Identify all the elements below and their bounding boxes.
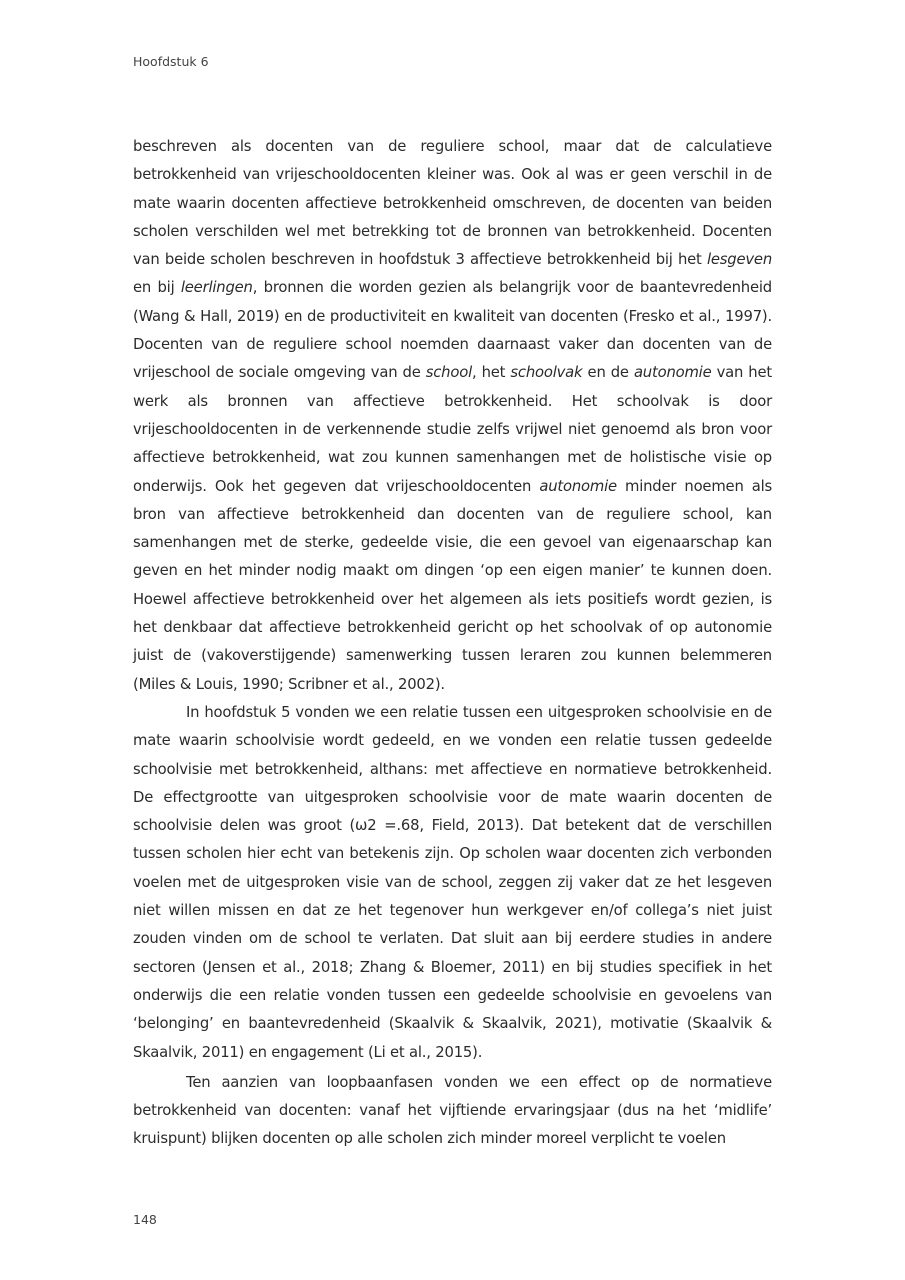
text-run: en de <box>582 364 634 382</box>
italic-term: leerlingen <box>180 279 253 297</box>
page-number: 148 <box>133 1212 157 1227</box>
paragraph-3 <box>133 1069 772 1154</box>
text-run: minder noemen als bron van affectieve betrokkenheid dan docenten van de reguliere school, kan samenhangen met de sterke, gedeelde visie, die een gevoel van eigenaarschap kan geven en het minder nodig maakt om dingen ‘op een eigen manier’ te kunnen doen. Hoewel affectieve betrokkenheid over het algemeen als iets positiefs wordt gezien, is het denkbaar dat affectieve betrokkenheid gericht op het schoolvak of op autonomie juist de (vakoverstijgende) samenwerking tussen leraren zou kunnen belemmeren (Miles & Louis, 1990; Scribner et al., 2002). <box>133 477 773 693</box>
text-run: en bij <box>133 279 181 297</box>
text-run: In hoofdstuk 5 vonden we een relatie tussen een uitgesproken schoolvisie en de mate waarin schoolvisie wordt gedeeld, en we vonden een relatie tussen gedeelde schoolvisie met betrokkenheid, althans: met affectieve en normatieve betrokkenheid. De effectgrootte van uitgesproken schoolvisie voor de mate waarin docenten de schoolvisie delen was groot (ω2 =.68, Field, 2013). Dat betekent dat de verschillen tussen scholen hier echt van betekenis zijn. Op scholen waar docenten zich verbonden voelen met de uitgesproken visie van de school, zeggen zij vaker dat ze het lesgeven niet willen missen en dat ze het tegenover hun werkgever en/of collega’s niet juist zouden vinden om de school te verlaten. Dat sluit aan bij eerdere studies in andere sectoren (Jensen et al., 2018; Zhang & Bloemer, 2011) en bij studies specifiek in het onderwijs die een relatie vonden tussen een gedeelde schoolvisie en gevoelens van ‘belonging’ en baantevredenheid (Skaalvik & Skaalvik, 2021), motivatie (Skaalvik & Skaalvik, 2011) en engagement (Li et al., 2015). <box>133 703 772 1061</box>
italic-term: lesgeven <box>706 251 772 269</box>
text-run: van het werk als bronnen van affectieve betrokkenheid. Het schoolvak is door vrijeschooldocenten in de verkennende studie zelfs vrijwel niet genoemd als bron voor affectieve betrokkenheid, wat zou kunnen samenhangen met de holistische visie op onderwijs. Ook het gegeven dat vrijeschooldocenten <box>133 364 772 495</box>
italic-term: school <box>425 364 472 382</box>
running-head: Hoofdstuk 6 <box>133 54 209 69</box>
italic-term: autonomie <box>539 477 617 495</box>
text-run: , het <box>471 364 511 382</box>
text-run: , bronnen die worden gezien als belangrijk voor de baantevredenheid (Wang & Hall, 2019) en de productiviteit en kwaliteit van docenten (Fresko et al., 1997). Docenten van de reguliere school noemden daarnaast vaker dan docenten van de vrijeschool de sociale omgeving van de <box>133 279 772 382</box>
paragraph-1 <box>133 133 772 699</box>
paragraph-2 <box>133 699 772 1067</box>
italic-term: autonomie <box>633 364 712 382</box>
text-run: Ten aanzien van loopbaanfasen vonden we een effect op de normatieve betrokkenheid van docenten: vanaf het vijftiende ervaringsjaar (dus na het ‘midlife’ kruispunt) blijken docenten op alle scholen zich minder moreel verplicht te voelen <box>133 1073 772 1148</box>
body-text <box>133 133 772 1154</box>
italic-term: schoolvak <box>510 364 583 382</box>
text-run: beschreven als docenten van de reguliere school, maar dat de calculatieve betrokkenheid van vrijeschooldocenten kleiner was. Ook al was er geen verschil in de mate waarin docenten affectieve betrokkenheid omschreven, de docenten van beiden scholen verschilden wel met betrekking tot de bronnen van betrokkenheid. Docenten van beide scholen beschreven in hoofdstuk 3 affectieve betrokkenheid bij het <box>133 138 772 269</box>
